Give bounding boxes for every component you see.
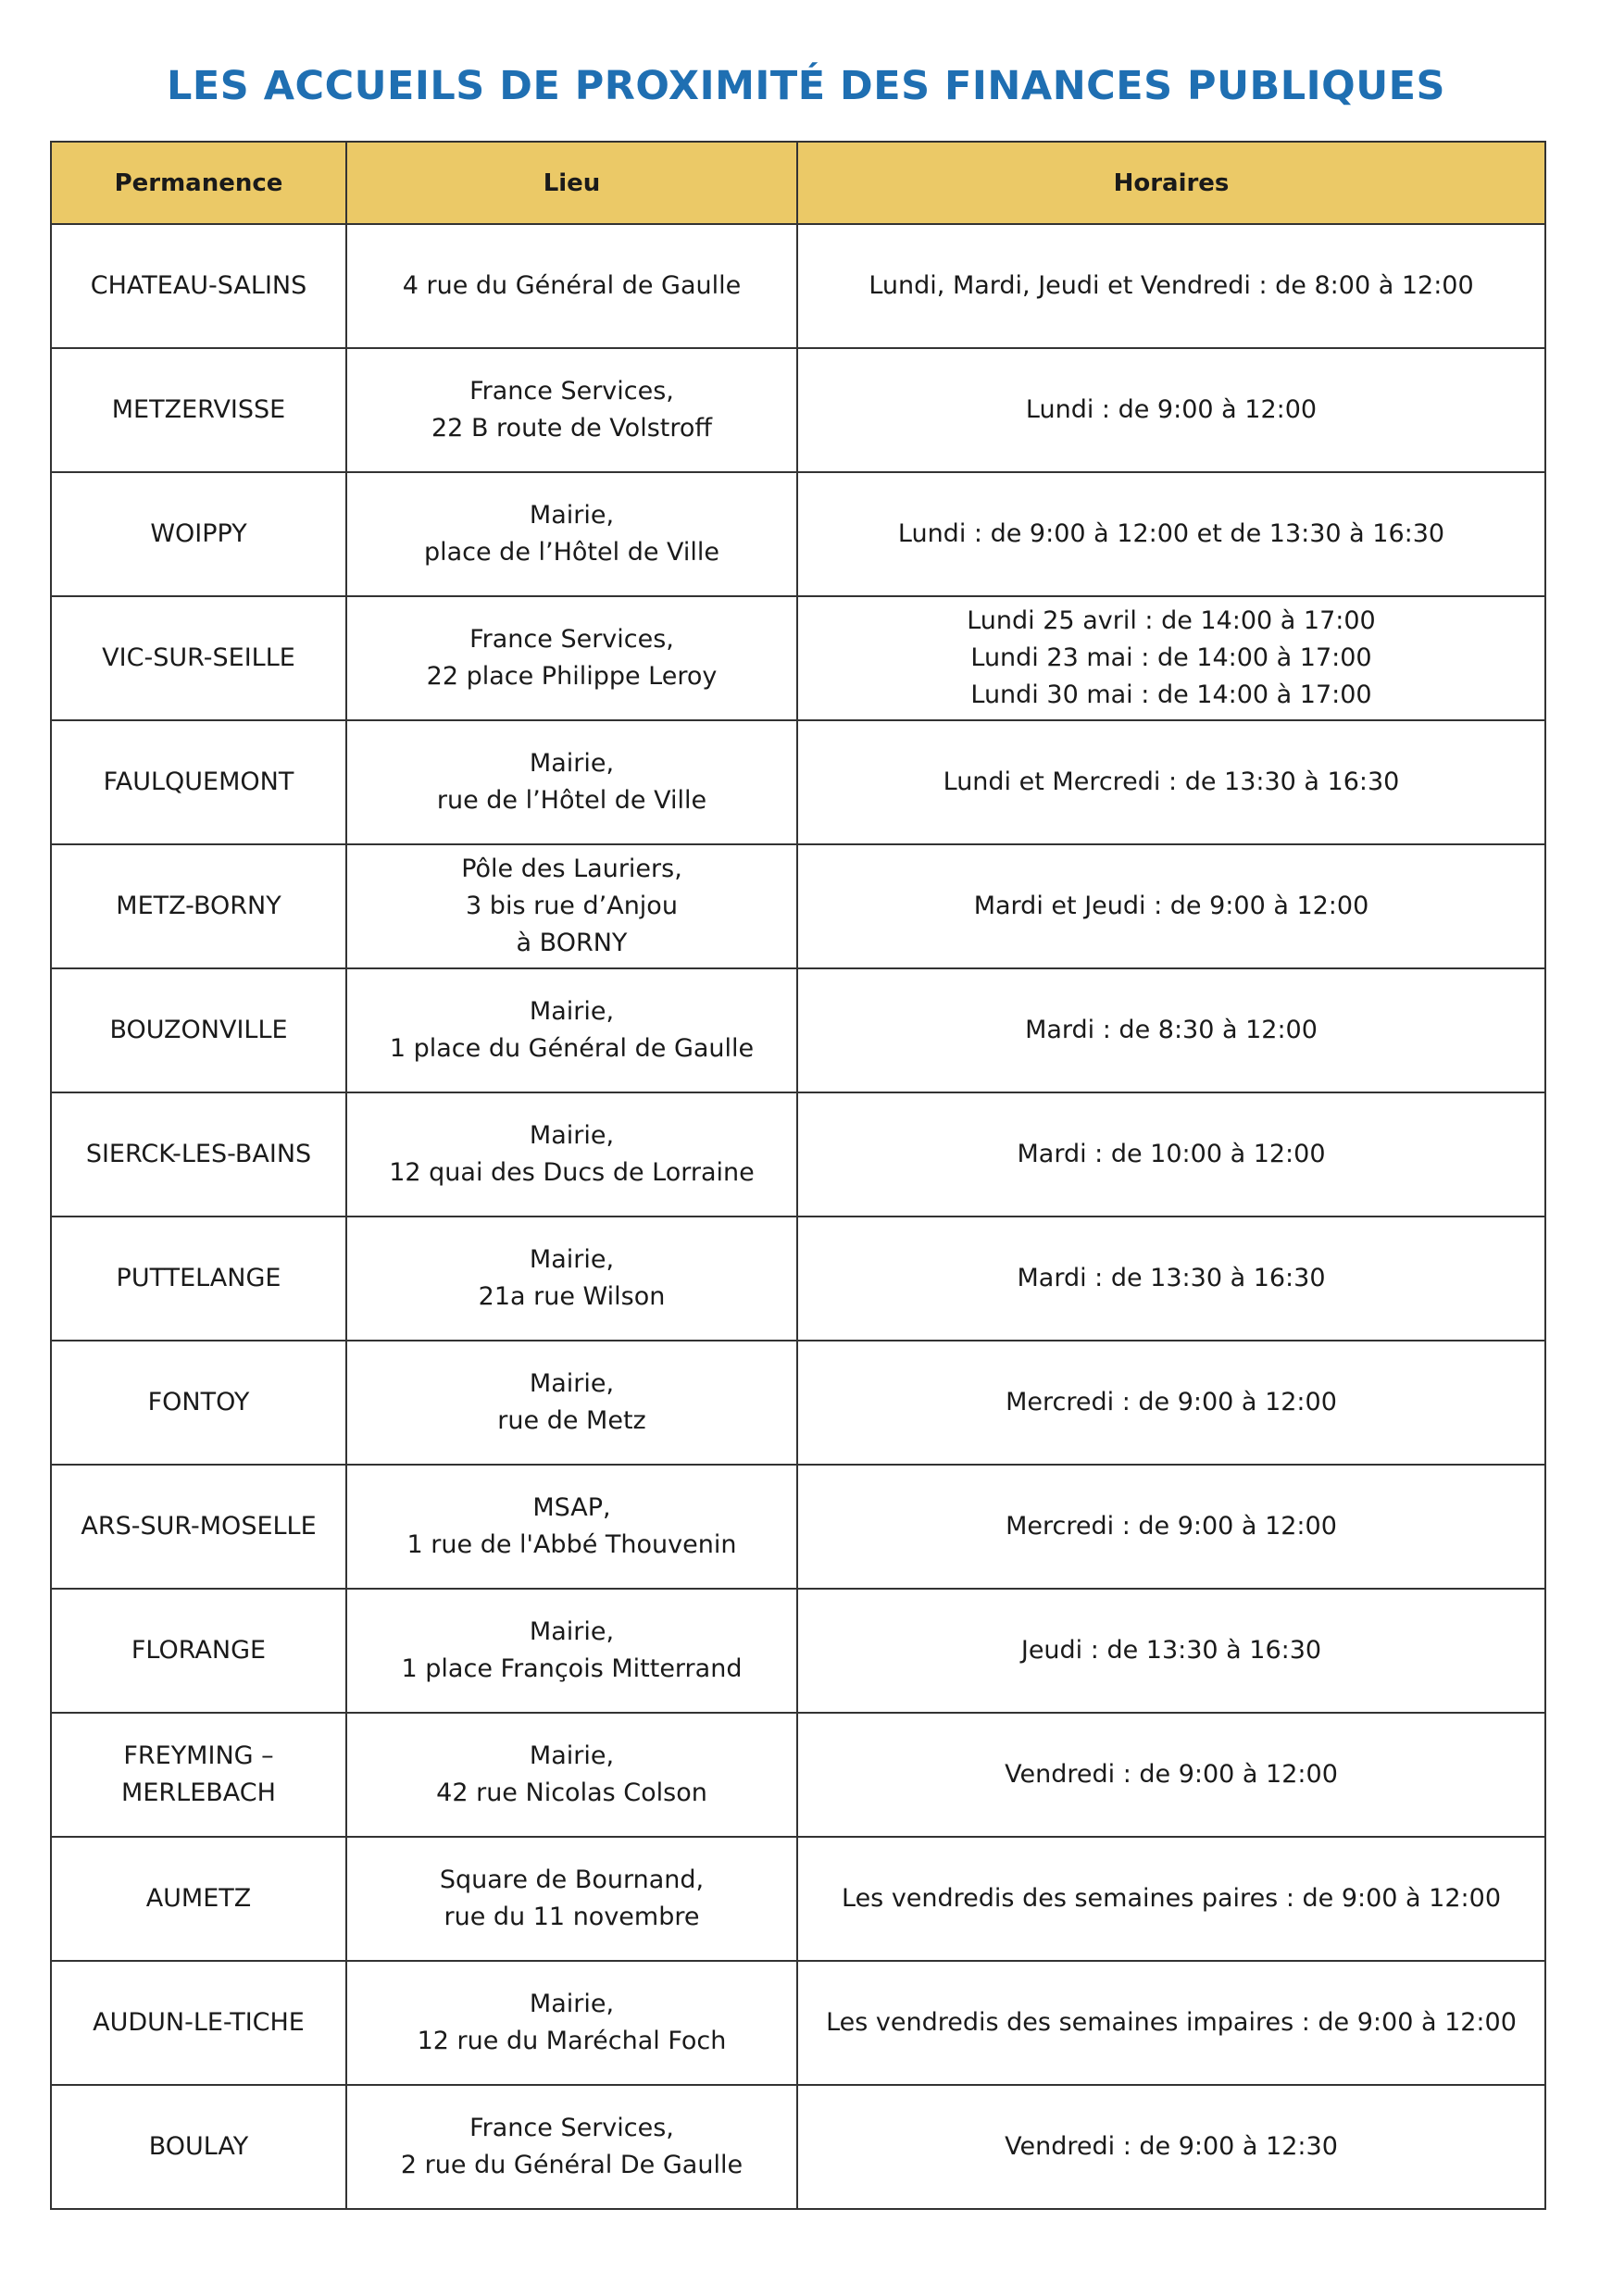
cell-lieu — [346, 224, 797, 348]
table-body — [51, 224, 1545, 2209]
lieu-text: à BORNY — [516, 929, 628, 957]
column-header-permanence: Permanence — [51, 142, 346, 224]
cell-permanence — [51, 1217, 346, 1341]
horaires-text: Vendredi : de 9:00 à 12:00 — [1005, 1760, 1338, 1789]
table-row — [51, 720, 1545, 844]
cell-permanence — [51, 348, 346, 472]
permanence-text: CHATEAU-SALINS — [90, 271, 307, 300]
cell-horaires — [797, 1961, 1545, 2085]
lieu-text: rue de Metz — [497, 1406, 646, 1435]
permanence-text: FAULQUEMONT — [103, 767, 294, 796]
cell-lieu — [346, 1713, 797, 1837]
lieu-text: France Services, — [469, 2114, 674, 2142]
cell-lieu — [346, 1092, 797, 1217]
cell-horaires — [797, 1465, 1545, 1589]
horaires-text: Lundi 30 mai : de 14:00 à 17:00 — [970, 680, 1372, 709]
lieu-text: Mairie, — [529, 1245, 615, 1274]
permanence-text: FREYMING – — [123, 1741, 274, 1770]
cell-permanence — [51, 1465, 346, 1589]
lieu-text: Mairie, — [529, 1121, 615, 1150]
lieu-text: France Services, — [469, 625, 674, 654]
lieu-text: 1 rue de l'Abbé Thouvenin — [406, 1530, 737, 1559]
lieu-text: 12 quai des Ducs de Lorraine — [389, 1158, 755, 1187]
permanence-text: FLORANGE — [131, 1636, 267, 1665]
cell-horaires — [797, 224, 1545, 348]
column-header-horaires: Horaires — [797, 142, 1545, 224]
table-row — [51, 968, 1545, 1092]
cell-lieu — [346, 844, 797, 968]
table-row — [51, 224, 1545, 348]
horaires-text: Lundi : de 9:00 à 12:00 — [1025, 395, 1318, 424]
cell-permanence — [51, 1092, 346, 1217]
lieu-text: 1 place du Général de Gaulle — [389, 1034, 755, 1063]
cell-horaires — [797, 844, 1545, 968]
lieu-text: Square de Bournand, — [439, 1866, 705, 1894]
cell-lieu — [346, 596, 797, 720]
table-row — [51, 844, 1545, 968]
lieu-text: 42 rue Nicolas Colson — [436, 1778, 707, 1807]
permanence-text: ARS-SUR-MOSELLE — [81, 1512, 317, 1541]
permanence-text: METZERVISSE — [111, 395, 286, 424]
table-row — [51, 1092, 1545, 1217]
cell-permanence — [51, 1713, 346, 1837]
cell-lieu — [346, 1465, 797, 1589]
horaires-text: Vendredi : de 9:00 à 12:30 — [1005, 2132, 1338, 2161]
horaires-text: Mardi et Jeudi : de 9:00 à 12:00 — [973, 892, 1369, 920]
table-row — [51, 348, 1545, 472]
lieu-text: 1 place François Mitterrand — [401, 1654, 743, 1683]
column-header-lieu: Lieu — [346, 142, 797, 224]
table-row — [51, 2085, 1545, 2209]
cell-lieu — [346, 472, 797, 596]
table-row — [51, 1589, 1545, 1713]
cell-horaires — [797, 1837, 1545, 1961]
horaires-text: Mardi : de 8:30 à 12:00 — [1025, 1016, 1318, 1044]
cell-permanence — [51, 1961, 346, 2085]
cell-lieu — [346, 1341, 797, 1465]
horaires-text: Les vendredis des semaines paires : de 9:00 à 12:00 — [842, 1884, 1501, 1913]
lieu-text: 22 place Philippe Leroy — [426, 662, 718, 691]
lieu-text: 3 bis rue d’Anjou — [466, 892, 678, 920]
table-row — [51, 1713, 1545, 1837]
cell-horaires — [797, 2085, 1545, 2209]
lieu-text: 2 rue du Général De Gaulle — [400, 2151, 744, 2179]
horaires-text: Lundi : de 9:00 à 12:00 et de 13:30 à 16:30 — [897, 519, 1445, 548]
lieu-text: rue du 11 novembre — [444, 1903, 700, 1931]
horaires-text: Mardi : de 13:30 à 16:30 — [1017, 1264, 1326, 1292]
horaires-text: Lundi et Mercredi : de 13:30 à 16:30 — [943, 767, 1400, 796]
permanence-text: VIC-SUR-SEILLE — [102, 643, 295, 672]
permanence-text: SIERCK-LES-BAINS — [85, 1140, 312, 1168]
cell-lieu — [346, 348, 797, 472]
cell-lieu — [346, 1837, 797, 1961]
permanence-text: PUTTELANGE — [116, 1264, 281, 1292]
schedule-table — [50, 141, 1546, 2210]
cell-horaires — [797, 1092, 1545, 1217]
horaires-text: Lundi 23 mai : de 14:00 à 17:00 — [970, 643, 1372, 672]
lieu-text: place de l’Hôtel de Ville — [423, 538, 720, 567]
cell-permanence — [51, 472, 346, 596]
cell-permanence — [51, 720, 346, 844]
horaires-text: Mercredi : de 9:00 à 12:00 — [1006, 1512, 1337, 1541]
cell-lieu — [346, 2085, 797, 2209]
horaires-text: Mercredi : de 9:00 à 12:00 — [1006, 1388, 1337, 1416]
table-row — [51, 1341, 1545, 1465]
lieu-text: Mairie, — [529, 997, 615, 1026]
cell-lieu — [346, 1217, 797, 1341]
lieu-text: France Services, — [469, 377, 674, 406]
lieu-text: Pôle des Lauriers, — [461, 855, 682, 883]
lieu-text: rue de l’Hôtel de Ville — [436, 786, 707, 815]
permanence-text: FONTOY — [147, 1388, 250, 1416]
horaires-text: Jeudi : de 13:30 à 16:30 — [1020, 1636, 1322, 1665]
permanence-text: AUDUN-LE-TICHE — [93, 2008, 305, 2037]
cell-permanence — [51, 2085, 346, 2209]
lieu-text: Mairie, — [529, 501, 615, 530]
cell-permanence — [51, 968, 346, 1092]
cell-horaires — [797, 348, 1545, 472]
cell-horaires — [797, 596, 1545, 720]
cell-horaires — [797, 472, 1545, 596]
horaires-text: Les vendredis des semaines impaires : de 9:00 à 12:00 — [826, 2008, 1517, 2037]
permanence-text: METZ-BORNY — [116, 892, 281, 920]
lieu-text: MSAP, — [532, 1493, 611, 1522]
page-title: LES ACCUEILS DE PROXIMITÉ DES FINANCES PUBLIQUES — [167, 63, 1445, 109]
table-row — [51, 1837, 1545, 1961]
lieu-text: 21a rue Wilson — [478, 1282, 666, 1311]
cell-lieu — [346, 1589, 797, 1713]
permanence-text: BOULAY — [148, 2132, 249, 2161]
table-row — [51, 596, 1545, 720]
lieu-text: Mairie, — [529, 1617, 615, 1646]
lieu-text: 22 B route de Volstroff — [431, 414, 712, 443]
permanence-text: MERLEBACH — [121, 1778, 276, 1807]
permanence-text: AUMETZ — [145, 1884, 252, 1913]
lieu-text: 12 rue du Maréchal Foch — [417, 2027, 727, 2055]
cell-lieu — [346, 968, 797, 1092]
permanence-text: BOUZONVILLE — [109, 1016, 288, 1044]
cell-permanence — [51, 1837, 346, 1961]
cell-permanence — [51, 1341, 346, 1465]
cell-horaires — [797, 968, 1545, 1092]
lieu-text: 4 rue du Général de Gaulle — [402, 271, 742, 300]
cell-horaires — [797, 1341, 1545, 1465]
table-header-row — [51, 142, 1545, 224]
cell-horaires — [797, 1713, 1545, 1837]
permanence-text: WOIPPY — [150, 519, 247, 548]
cell-horaires — [797, 1217, 1545, 1341]
cell-horaires — [797, 1589, 1545, 1713]
cell-permanence — [51, 596, 346, 720]
lieu-text: Mairie, — [529, 749, 615, 778]
cell-lieu — [346, 720, 797, 844]
table-row — [51, 1465, 1545, 1589]
cell-permanence — [51, 224, 346, 348]
horaires-text: Lundi 25 avril : de 14:00 à 17:00 — [967, 606, 1376, 635]
table-row — [51, 1961, 1545, 2085]
lieu-text: Mairie, — [529, 1369, 615, 1398]
table-row — [51, 1217, 1545, 1341]
horaires-text: Lundi, Mardi, Jeudi et Vendredi : de 8:00 à 12:00 — [868, 271, 1474, 300]
cell-permanence — [51, 1589, 346, 1713]
lieu-text: Mairie, — [529, 1741, 615, 1770]
horaires-text: Mardi : de 10:00 à 12:00 — [1017, 1140, 1326, 1168]
cell-horaires — [797, 720, 1545, 844]
cell-lieu — [346, 1961, 797, 2085]
lieu-text: Mairie, — [529, 1990, 615, 2018]
table-row — [51, 472, 1545, 596]
cell-permanence — [51, 844, 346, 968]
